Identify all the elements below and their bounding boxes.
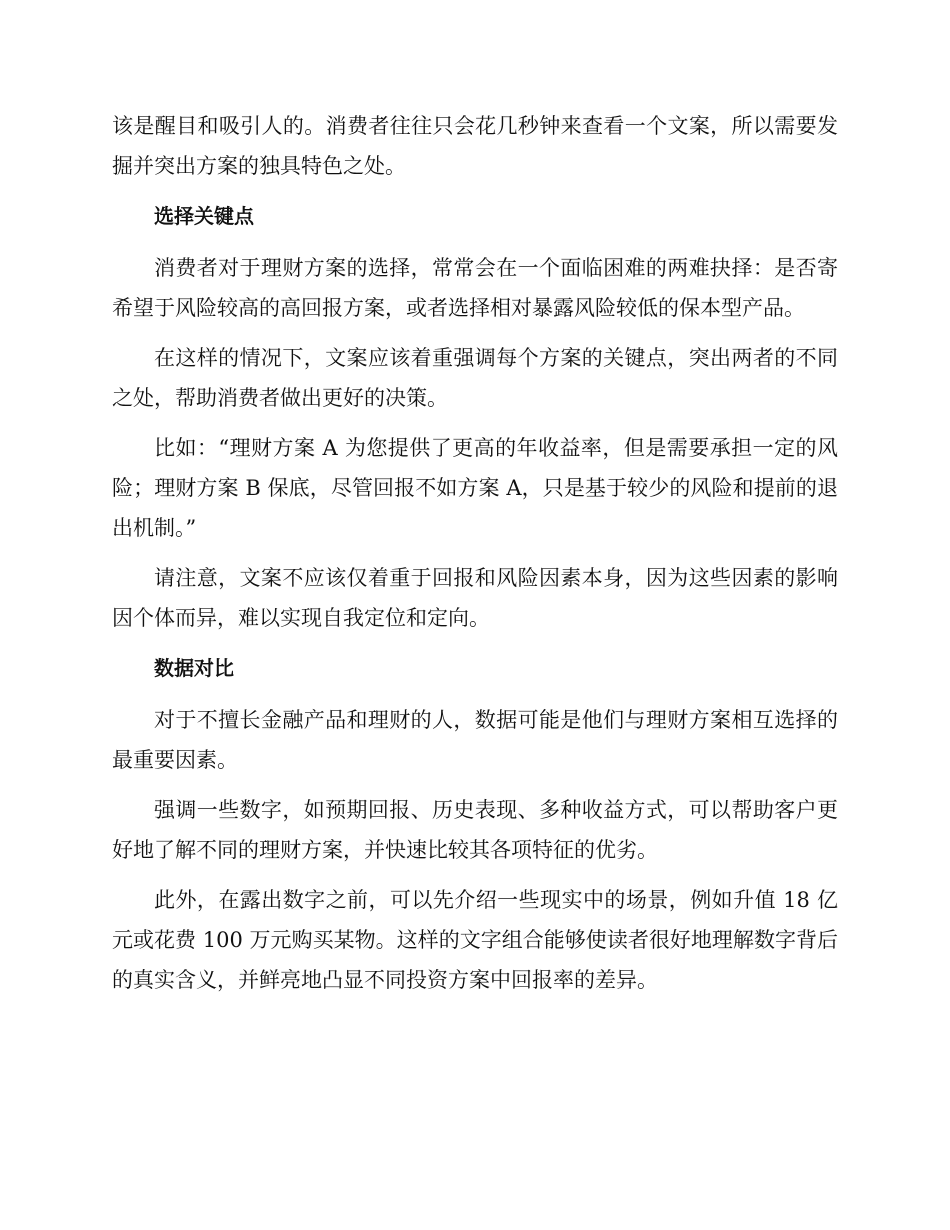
paragraph: 请注意，文案不应该仅着重于回报和风险因素本身，因为这些因素的影响因个体而异，难以实现自我定位和定向。	[112, 566, 838, 630]
section-heading-key-points: 选择关键点	[154, 204, 254, 228]
paragraph: 比如：“理财方案 A 为您提供了更高的年收益率，但是需要承担一定的风险；理财方案 B 保底，尽管回报不如方案 A，只是基于较少的风险和提前的退出机制。”	[112, 436, 838, 540]
document-page	[112, 106, 838, 1010]
paragraph: 消费者对于理财方案的选择，常常会在一个面临困难的两难抉择：是否寄希望于风险较高的高回报方案，或者选择相对暴露风险较低的保本型产品。	[112, 256, 838, 320]
paragraph: 此外，在露出数字之前，可以先介绍一些现实中的场景，例如升值 18 亿元或花费 100 万元购买某物。这样的文字组合能够使读者很好地理解数字背后的真实含义，并鲜亮地凸显不同投资方案中回报率的差异。	[112, 888, 838, 992]
section-heading-data-comparison: 数据对比	[154, 656, 234, 680]
paragraph: 强调一些数字，如预期回报、历史表现、多种收益方式，可以帮助客户更好地了解不同的理财方案，并快速比较其各项特征的优劣。	[112, 798, 838, 862]
paragraph: 对于不擅长金融产品和理财的人，数据可能是他们与理财方案相互选择的最重要因素。	[112, 708, 838, 772]
paragraph: 在这样的情况下，文案应该着重强调每个方案的关键点，突出两者的不同之处，帮助消费者做出更好的决策。	[112, 346, 838, 410]
intro-paragraph: 该是醒目和吸引人的。消费者往往只会花几秒钟来查看一个文案，所以需要发掘并突出方案的独具特色之处。	[112, 114, 838, 178]
